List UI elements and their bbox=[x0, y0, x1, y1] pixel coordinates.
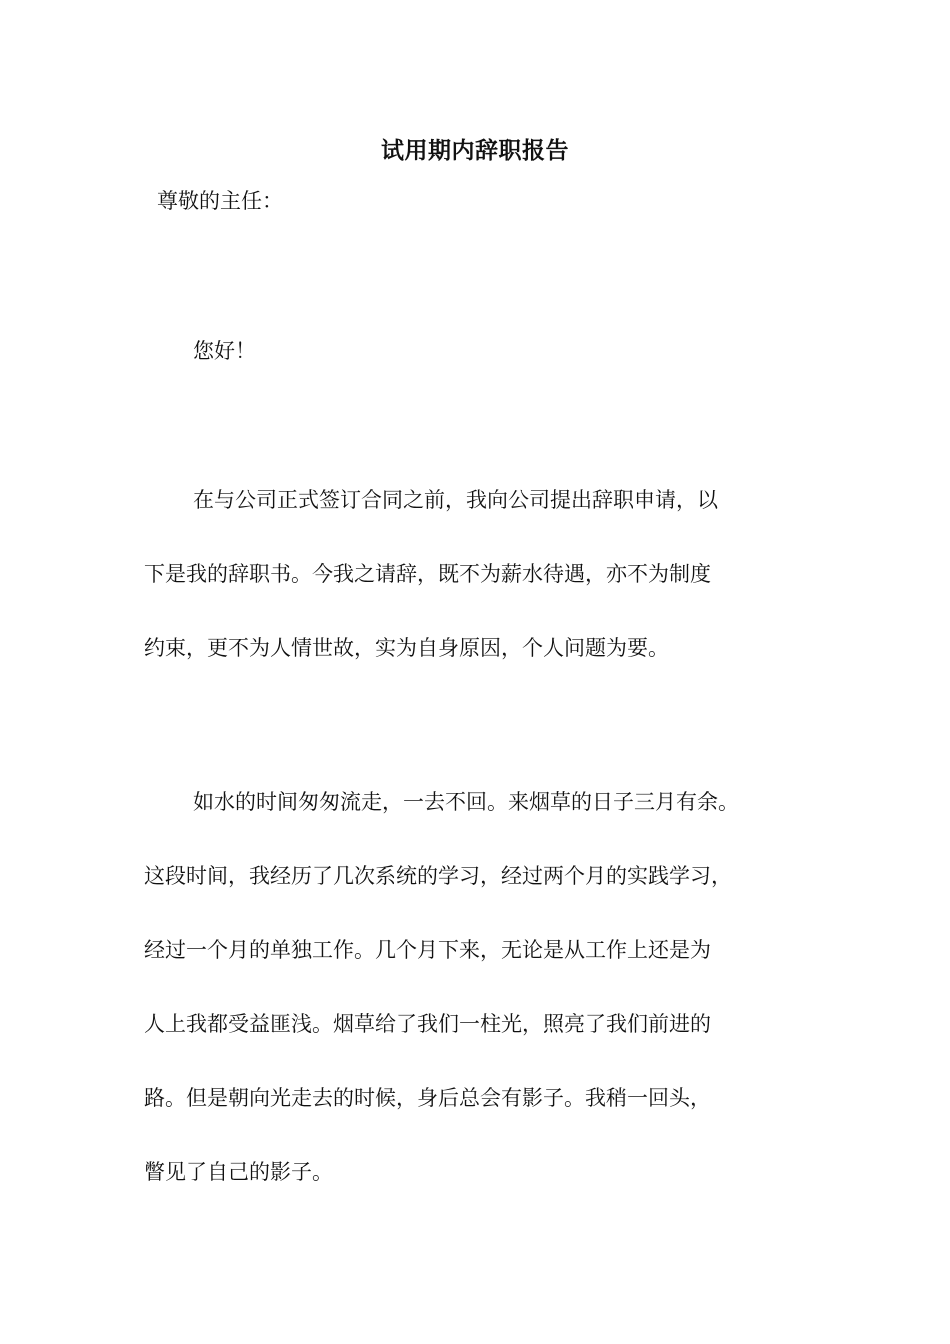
salutation: 尊敬的主任： bbox=[157, 189, 283, 213]
paragraph-resignation-notice bbox=[144, 482, 824, 704]
paragraph-experience bbox=[144, 784, 824, 1228]
paragraph-line: 下是我的辞职书。今我之请辞，既不为薪水待遇，亦不为制度 bbox=[144, 562, 711, 586]
paragraph-line: 在与公司正式签订合同之前，我向公司提出辞职申请，以 bbox=[193, 488, 718, 512]
paragraph-line: 约束，更不为人情世故，实为自身原因，个人问题为要。 bbox=[144, 636, 669, 660]
greeting: 您好！ bbox=[193, 339, 256, 363]
paragraph-line: 经过一个月的单独工作。几个月下来，无论是从工作上还是为 bbox=[144, 938, 711, 962]
paragraph-line: 如水的时间匆匆流走，一去不回。来烟草的日子三月有余。 bbox=[193, 790, 739, 814]
paragraph-line: 路。但是朝向光走去的时候，身后总会有影子。我稍一回头， bbox=[144, 1086, 711, 1110]
document-title: 试用期内辞职报告 bbox=[381, 137, 569, 164]
paragraph-line: 这段时间，我经历了几次系统的学习，经过两个月的实践学习， bbox=[144, 864, 732, 888]
paragraph-line: 瞥见了自己的影子。 bbox=[144, 1160, 333, 1184]
paragraph-line: 人上我都受益匪浅。烟草给了我们一柱光，照亮了我们前进的 bbox=[144, 1012, 711, 1036]
